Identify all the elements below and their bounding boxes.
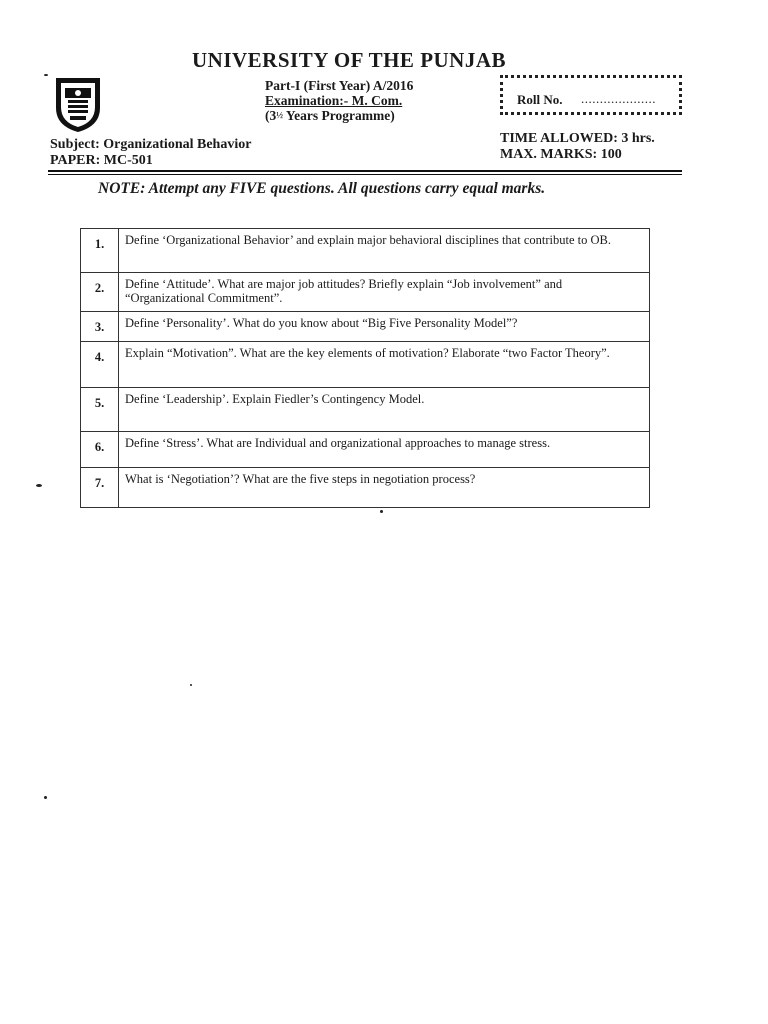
university-title: UNIVERSITY OF THE PUNJAB: [192, 48, 507, 72]
roll-number-blank: ....................: [581, 91, 656, 106]
subject-block: [50, 137, 251, 169]
question-number: 7.: [81, 468, 119, 508]
question-row: [81, 229, 650, 273]
header-divider-thin: [48, 174, 682, 175]
instructions-note: NOTE: Attempt any FIVE questions. All questions carry equal marks.: [98, 180, 546, 197]
question-text: Define ‘Organizational Behavior’ and explain major behavioral disciplines that contribute to OB.: [119, 229, 650, 273]
university-crest-icon: [50, 74, 106, 134]
question-text: Define ‘Personality’. What do you know about “Big Five Personality Model”?: [119, 312, 650, 342]
subject-line: Subject: Organizational Behavior: [50, 137, 252, 152]
question-text: Define ‘Stress’. What are Individual and organizational approaches to manage stress.: [119, 432, 650, 468]
question-number: 2.: [81, 273, 119, 312]
roll-number-box: [500, 75, 682, 115]
scan-speck: [190, 684, 192, 686]
time-allowed: TIME ALLOWED: 3 hrs.: [500, 131, 655, 146]
exam-details: [265, 78, 413, 123]
question-row: [81, 468, 650, 508]
questions-table: [80, 228, 650, 508]
scan-speck: [44, 74, 48, 76]
question-row: [81, 312, 650, 342]
question-row: [81, 342, 650, 388]
exam-part: Part-I (First Year) A/2016: [265, 78, 414, 93]
header-divider: [48, 170, 682, 172]
paper-code: PAPER: MC-501: [50, 153, 153, 168]
question-text: Define ‘Attitude’. What are major job attitudes? Briefly explain “Job involvement” and “Organizational Commitment”.: [119, 273, 650, 312]
question-text: What is ‘Negotiation’? What are the five steps in negotiation process?: [119, 468, 650, 508]
time-marks-block: [500, 131, 655, 163]
exam-programme: ($3^{\frac{1}{2}}$ Years Programme): [265, 108, 395, 123]
roll-number-label: Roll No.: [517, 92, 563, 107]
question-text: Define ‘Leadership’. Explain Fiedler’s Contingency Model.: [119, 388, 650, 432]
question-text: Explain “Motivation”. What are the key elements of motivation? Elaborate “two Factor Theory”.: [119, 342, 650, 388]
scan-speck: [380, 510, 383, 513]
question-number: 1.: [81, 229, 119, 273]
question-number: 3.: [81, 312, 119, 342]
question-row: [81, 432, 650, 468]
scan-speck: [36, 484, 42, 487]
question-number: 4.: [81, 342, 119, 388]
exam-name: Examination:- M. Com.: [265, 93, 403, 108]
question-row: [81, 273, 650, 312]
max-marks: MAX. MARKS: 100: [500, 147, 622, 162]
question-row: [81, 388, 650, 432]
question-number: 6.: [81, 432, 119, 468]
scan-speck: [44, 796, 47, 799]
question-number: 5.: [81, 388, 119, 432]
